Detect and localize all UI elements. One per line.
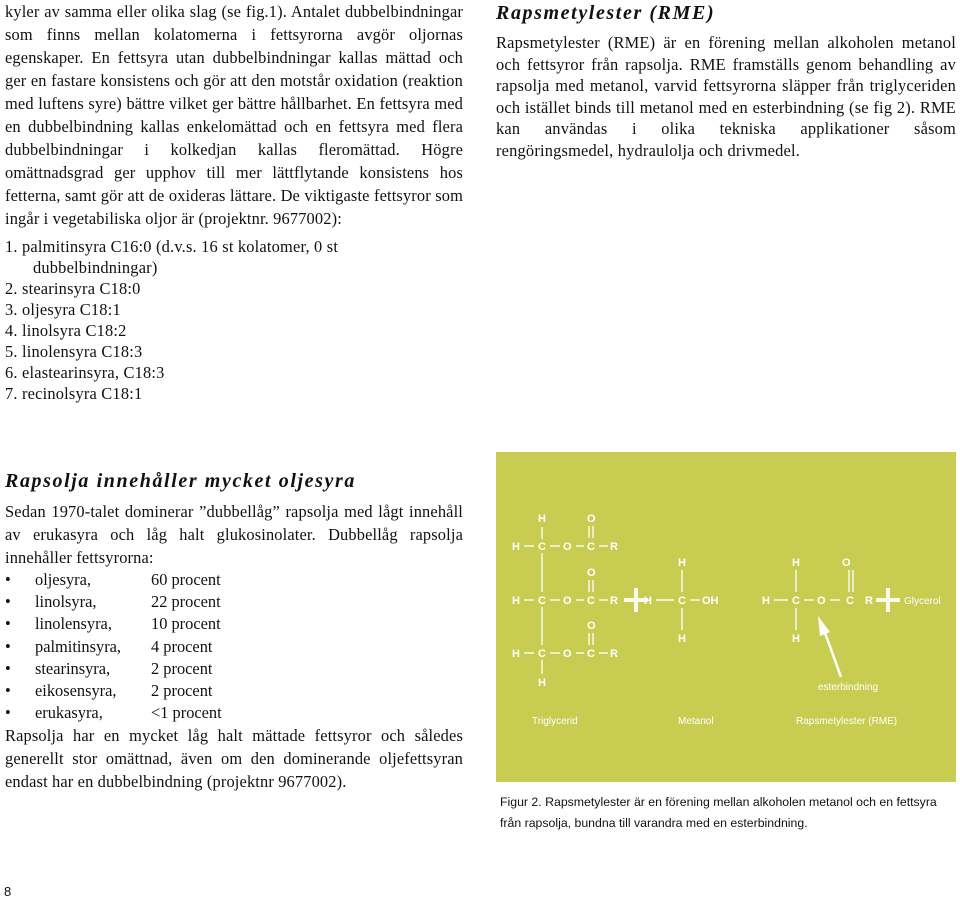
svg-text:O: O <box>563 541 572 553</box>
intro-paragraph: kyler av samma eller olika slag (se fig.1). Antalet dubbelbindningar som finns mellan kolatomerna i fettsyrorna avgör oljornas egenskaper. En fettsyra utan dubbelbindningar kallas mättad och ger en fastare konsistens och gör att den motstår oxidation (reaktion med luftens syre) bättre vilket ger bättre hållbarhet. En fettsyra med en dubbelbindning kallas enkelomättad och en fettsyra med flera dubbelbindningar i kolkedjan kallas fleromättad. Högre omättnadsgrad ger upphov till mer lättflytande konsistens hos fetterna, samt gör att de oxideras lättare. De viktigaste fettsyror som ingår i vegetabiliska oljor är (projektnr. 9677002): <box>5 2 463 228</box>
list-item: 4. linolsyra C18:2 <box>5 321 127 340</box>
svg-text:C: C <box>678 595 686 607</box>
rme-heading: Rapsmetylester (RME) <box>496 2 716 24</box>
svg-text:C: C <box>846 595 854 607</box>
svg-text:H: H <box>512 541 520 553</box>
list-item: • linolensyra, 10 procent <box>5 613 463 635</box>
svg-text:R: R <box>610 541 618 553</box>
figure-caption: Figur 2. Rapsmetylester är en förening mellan alkoholen metanol och en fettsyra från rapsolja, bundna till varandra med en esterbindning. <box>500 795 937 830</box>
page-number: 8 <box>4 884 12 899</box>
list-item: 3. oljesyra C18:1 <box>5 300 121 319</box>
svg-text:H: H <box>644 595 652 607</box>
list-item: 6. elastearinsyra, C18:3 <box>5 363 165 382</box>
svg-text:OH: OH <box>702 595 719 607</box>
bullet-icon: • <box>5 570 11 589</box>
left-column <box>5 0 463 404</box>
svg-text:C: C <box>538 648 546 660</box>
glycerol-label: Glycerol <box>904 596 941 607</box>
list-item: • erukasyra, <1 procent <box>5 702 463 724</box>
reaction-diagram <box>496 452 956 782</box>
rme-figure <box>496 452 956 782</box>
svg-text:O: O <box>842 557 851 569</box>
section-paragraph: Sedan 1970-talet dominerar ”dubbellåg” rapsolja med lågt innehåll av erukasyra och låg halt glukosinolater. Dubbellåg rapsolja innehåller fettsyrorna: <box>5 502 463 567</box>
svg-text:H: H <box>512 648 520 660</box>
svg-text:C: C <box>792 595 800 607</box>
rme-paragraph: Rapsmetylester (RME) är en förening mellan alkoholen metanol och fettsyror från rapsolja. RME framställs genom behandling av rapsolja med metanol, varvid fettsyrorna släpper från triglyceriden och istället binds till metanol med en esterbindning (se fig 2). RME kan användas i olika tekniska applikationer såsom rengöringsmedel, hydraulolja och drivmedel. <box>496 33 956 160</box>
svg-text:H: H <box>792 557 800 569</box>
svg-text:O: O <box>587 620 596 632</box>
svg-text:H: H <box>512 595 520 607</box>
svg-text:H: H <box>538 677 546 689</box>
bullet-icon: • <box>5 681 11 701</box>
svg-text:H: H <box>678 557 686 569</box>
svg-text:H: H <box>792 633 800 645</box>
svg-text:C: C <box>538 595 546 607</box>
bullet-icon: • <box>5 658 11 678</box>
list-item: 1. palmitinsyra C16:0 (d.v.s. 16 st kolatomer, 0 st dubbelbindningar) <box>5 237 339 277</box>
bullet-icon: • <box>5 703 11 723</box>
svg-text:O: O <box>587 513 596 525</box>
svg-text:C: C <box>587 541 595 553</box>
list-item: 7. recinolsyra C18:1 <box>5 384 143 403</box>
svg-text:O: O <box>563 595 572 607</box>
svg-text:R: R <box>610 595 618 607</box>
composition-list <box>5 569 463 724</box>
ester-bond-label: esterbindning <box>818 682 879 693</box>
svg-text:C: C <box>587 595 595 607</box>
svg-text:H: H <box>538 513 546 525</box>
bullet-icon: • <box>5 592 11 612</box>
closing-paragraph: Rapsolja har en mycket låg halt mättade fettsyror och således generellt stor omättnad, även om den dominerande oljefettsyran endast har en dubbelbindning (projektnr 9677002). <box>5 726 463 792</box>
list-item: 5. linolensyra C18:3 <box>5 342 143 361</box>
right-column <box>496 0 956 162</box>
list-item: 2. stearinsyra C18:0 <box>5 279 141 298</box>
svg-text:R: R <box>610 648 618 660</box>
bullet-icon: • <box>5 614 11 634</box>
list-item: • palmitinsyra, 4 procent <box>5 636 463 658</box>
list-item: • linolsyra, 22 procent <box>5 591 463 613</box>
svg-text:R: R <box>865 595 873 607</box>
svg-text:C: C <box>538 541 546 553</box>
metanol-label: Metanol <box>678 716 714 727</box>
svg-text:O: O <box>587 567 596 579</box>
list-item: • eikosensyra, 2 procent <box>5 680 463 702</box>
svg-text:C: C <box>587 648 595 660</box>
bullet-icon: • <box>5 636 11 656</box>
rapsolja-section <box>5 500 463 793</box>
atom-labels <box>512 513 873 689</box>
svg-text:O: O <box>817 595 826 607</box>
svg-text:O: O <box>563 648 572 660</box>
list-item: • oljesyra, 60 procent <box>5 569 463 591</box>
triglycerid-label: Triglycerid <box>532 716 578 727</box>
rme-label: Rapsmetylester (RME) <box>796 716 898 727</box>
fatty-acid-list <box>5 236 463 404</box>
svg-text:H: H <box>678 633 686 645</box>
svg-text:H: H <box>762 595 770 607</box>
section-heading: Rapsolja innehåller mycket oljesyra <box>5 470 356 492</box>
list-item: • stearinsyra, 2 procent <box>5 658 463 680</box>
